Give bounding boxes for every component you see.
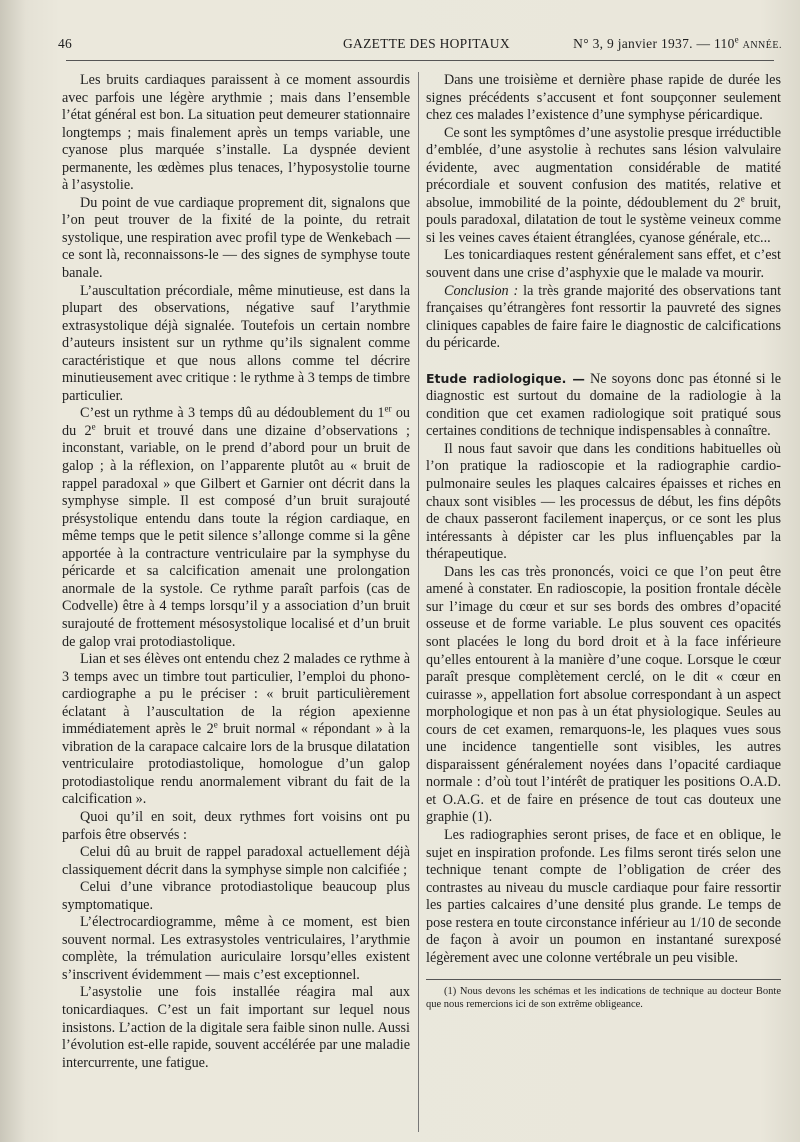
text-run: C’est un rythme à 3 temps dû au dédoublement du 1 [80,405,385,422]
text-run: bruit et trouvé dans une dizaine d’observations ; inconstant, variable, on le prend d’abord pour un bruit de galop ; à la réflexion, on l’apparente plutôt au « bruit de rappel paradoxal » que Gilbert et Garnier ont décrit dans la symphyse simple. Il est composé d’un bruit surajouté présystolique entendu dans toute la région cardiaque, en même temps que le petit silence s’allonge comme si la gêne apportée à la contracture ventriculaire par la symphyse du péricarde et sa calcification amenait une prolongation anormale de la systole. Ce rythme paraît parfois (cas de Codvelle) être à 4 temps lorsqu’il y a association d’un bruit surajouté de frottement mésosystolique localisé et d’un bruit de galop vrai protodiastolique. [62,422,410,650]
paragraph: L’asystolie une fois installée réagira mal aux tonicardiaques. C’est un fait important sur lequel nous insistons. L’action de la digitale sera faible sinon nulle. Aussi l’évolution est-elle rapide, souvent accélérée par une maladie intercurrente, une fatigue. [62,984,410,1071]
paragraph: L’auscultation précordiale, même minutieuse, est dans la plupart des observations, négative sauf l’arythmie extrasystolique déjà signalée. Toutefois un certain nombre d’auteurs insistent sur un rythme qu’ils signalent comme caractéristique et que nous allons comme tel décrire minutieusement avec critique : le rythme à 3 temps de timbre particulier. [62,282,410,404]
superscript: e [213,719,218,730]
issue-date: N° 3, 9 janvier 1937. — 110 [573,36,735,51]
conclusion-label: Conclusion : [444,282,519,299]
list-paragraph: Celui dû au bruit de rappel paradoxal actuellement déjà classiquement décrit dans la symphyse simple non calcifiée ; [62,844,410,878]
paragraph: Les tonicardiaques restent généralement sans effet, et c’est souvent dans une crise d’asphyxie que le malade va mourir. [426,247,781,282]
left-column [62,72,410,1072]
paragraph [426,283,781,353]
text-run: la très grande majorité des observations tant françaises qu’étrangères font ressortir la pauvreté des signes cliniques capables de faire faire le diagnostic de calcifications du péricarde. [426,282,782,352]
paragraph [62,651,410,809]
section-heading: Etude radiologique. — [426,370,585,386]
paragraph: Du point de vue cardiaque proprement dit, signalons que l’on peut trouver de la fixité de la pointe, du retrait systolique, une respiration avec profil type de Wenkebach — ce sont là, reconnaissons-le — des signes de symphyse toute banale. [62,194,410,282]
section-paragraph [426,370,781,441]
right-column [426,72,781,1011]
header-rule [66,60,774,61]
column-divider [418,72,419,1132]
paragraph: Il nous faut savoir que dans les conditions habituelles où l’on pratique la radioscopie et la radiographie cardio-pulmonaire seules les plaques calcaires épaisses et riches en chaux sont visibles — les processus de début, les fins dépôts de chaux passeront facilement inaperçus, or ce sont les plus intéressants à dépister car les plus influençables par la thérapeutique. [426,440,781,563]
journal-title: GAZETTE DES HOPITAUX [343,36,510,51]
paragraph: Les bruits cardiaques paraissent à ce moment assourdis avec parfois une légère arythmie ; mais dans l’ensemble l’état général est bon. La situation peut demeurer stationnaire longtemps ; mais finalement après un temps variable, une cyanose plus marquée s’installe. La dyspnée devient permanente, les œdèmes plus tenaces, l’hyposystolie tourne à l’asystolie. [62,72,410,194]
page-number: 46 [58,36,73,51]
paragraph: Dans les cas très prononcés, voici ce que l’on peut être amené à constater. En radioscopie, la position frontale décèle sur l’image du cœur et sur ses bords des ombres d’opacité osseuse et de forme variable. Le plus souvent ces opacités sont placées le long du bord droit et à la face inférieure qu’elles entourent à la manière d’une coque. Lorsque le cœur paraît presque complètement cerclé, on le dit « cœur en cuirasse », appellation fort absolue correspondant à un aspect morphologique et non pas à un état physiologique. Seules au cours de cet examen, remarquons-le, les plaques vues sous une incidence tangentielle sont visibles, les autres disparaissent généralement noyées dans l’opacité cardiaque normale : d’où tout l’intérêt de pratiquer les positions O.A.D. et O.A.G. et de faire en présence de tout cas douteux une graphie (1). [426,563,781,826]
footnote-rule [426,979,781,980]
text-run: bruit normal « répondant » à la vibration de la carapace calcaire lors de la brusque dilatation ventriculaire protodiastolique, homologue d’un galop protodiastolique rendu anormalement vibrant du fait de la calcification ». [62,721,411,808]
text-run: bruit, pouls paradoxal, dilatation de tout le système veineux comme si les veines caves étaient étranglées, cyanose générale, etc... [426,194,781,246]
superscript: e [91,421,96,432]
issue-sup: e [734,34,739,45]
text-run: ou du 2 [62,405,411,439]
paragraph: Quoi qu’il en soit, deux rythmes fort voisins ont pu parfois être observés : [62,808,410,843]
page-header [58,36,782,52]
text-run: Ce sont les symptômes d’une asystolie presque irréductible d’emblée, d’une asystolie à rechutes sans lésion valvulaire évidente, avec augmentation considérable de matité précordiale et souvent confusion des matités, relative et absolue, immobilité de la pointe, dédoublement du 2 [426,124,781,211]
superscript: er [384,403,392,414]
superscript: e [740,193,745,204]
paragraph [426,125,781,248]
paragraph: Dans une troisième et dernière phase rapide de durée les signes précédents s’accusent et font soupçonner seulement chez ces malades l’existence d’une symphyse péricardique. [426,72,781,124]
paragraph: Les radiographies seront prises, de face et en oblique, le sujet en inspiration profonde. Les films seront tirés selon une technique tenant compte de l’obligation de créer des contrastes au niveau du muscle cardiaque pour faire ressortir les parties calcaires d’une densité plus grande. Le temps de pose restera en toute circonstance inférieur au 1/10 de seconde de façon à avoir un poumon en instantané surexposé légèrement avec une colonne vertébrale un peu visible. [426,826,781,966]
text-run: Lian et ses élèves ont entendu chez 2 malades ce rythme à 3 temps avec un timbre tout particulier, l’emploi du phono-cardiographe a pu le préciser : « bruit particulièrement éclatant à l’auscultation de la région apexienne immédiatement après le 2 [62,651,410,738]
issue-info [573,36,782,52]
text-run: Ne soyons donc pas étonné si le diagnostic est surtout du domaine de la radiologie à la condition que cet examen radiologique soit pratiqué sous certaines conditions de technique indispensables à connaître. [426,370,781,440]
paragraph [62,405,410,651]
footnote [426,986,781,1011]
issue-year-label: ANNÉE. [742,40,782,51]
paragraph: L’électrocardiogramme, même à ce moment, est bien souvent normal. Les extrasystoles ventriculaires, l’arythmie complète, la trémulation auriculaire lorsqu’elles existent s’inscrivent évidemment — mais c’est exceptionnel. [62,914,410,983]
list-paragraph: Celui d’une vibrance protodiastolique beaucoup plus symptomatique. [62,879,410,913]
footnote-text: (1) Nous devons les schémas et les indications de technique au docteur Bonte que nous remercions ici de son extrême obligeance. [426,986,781,1010]
